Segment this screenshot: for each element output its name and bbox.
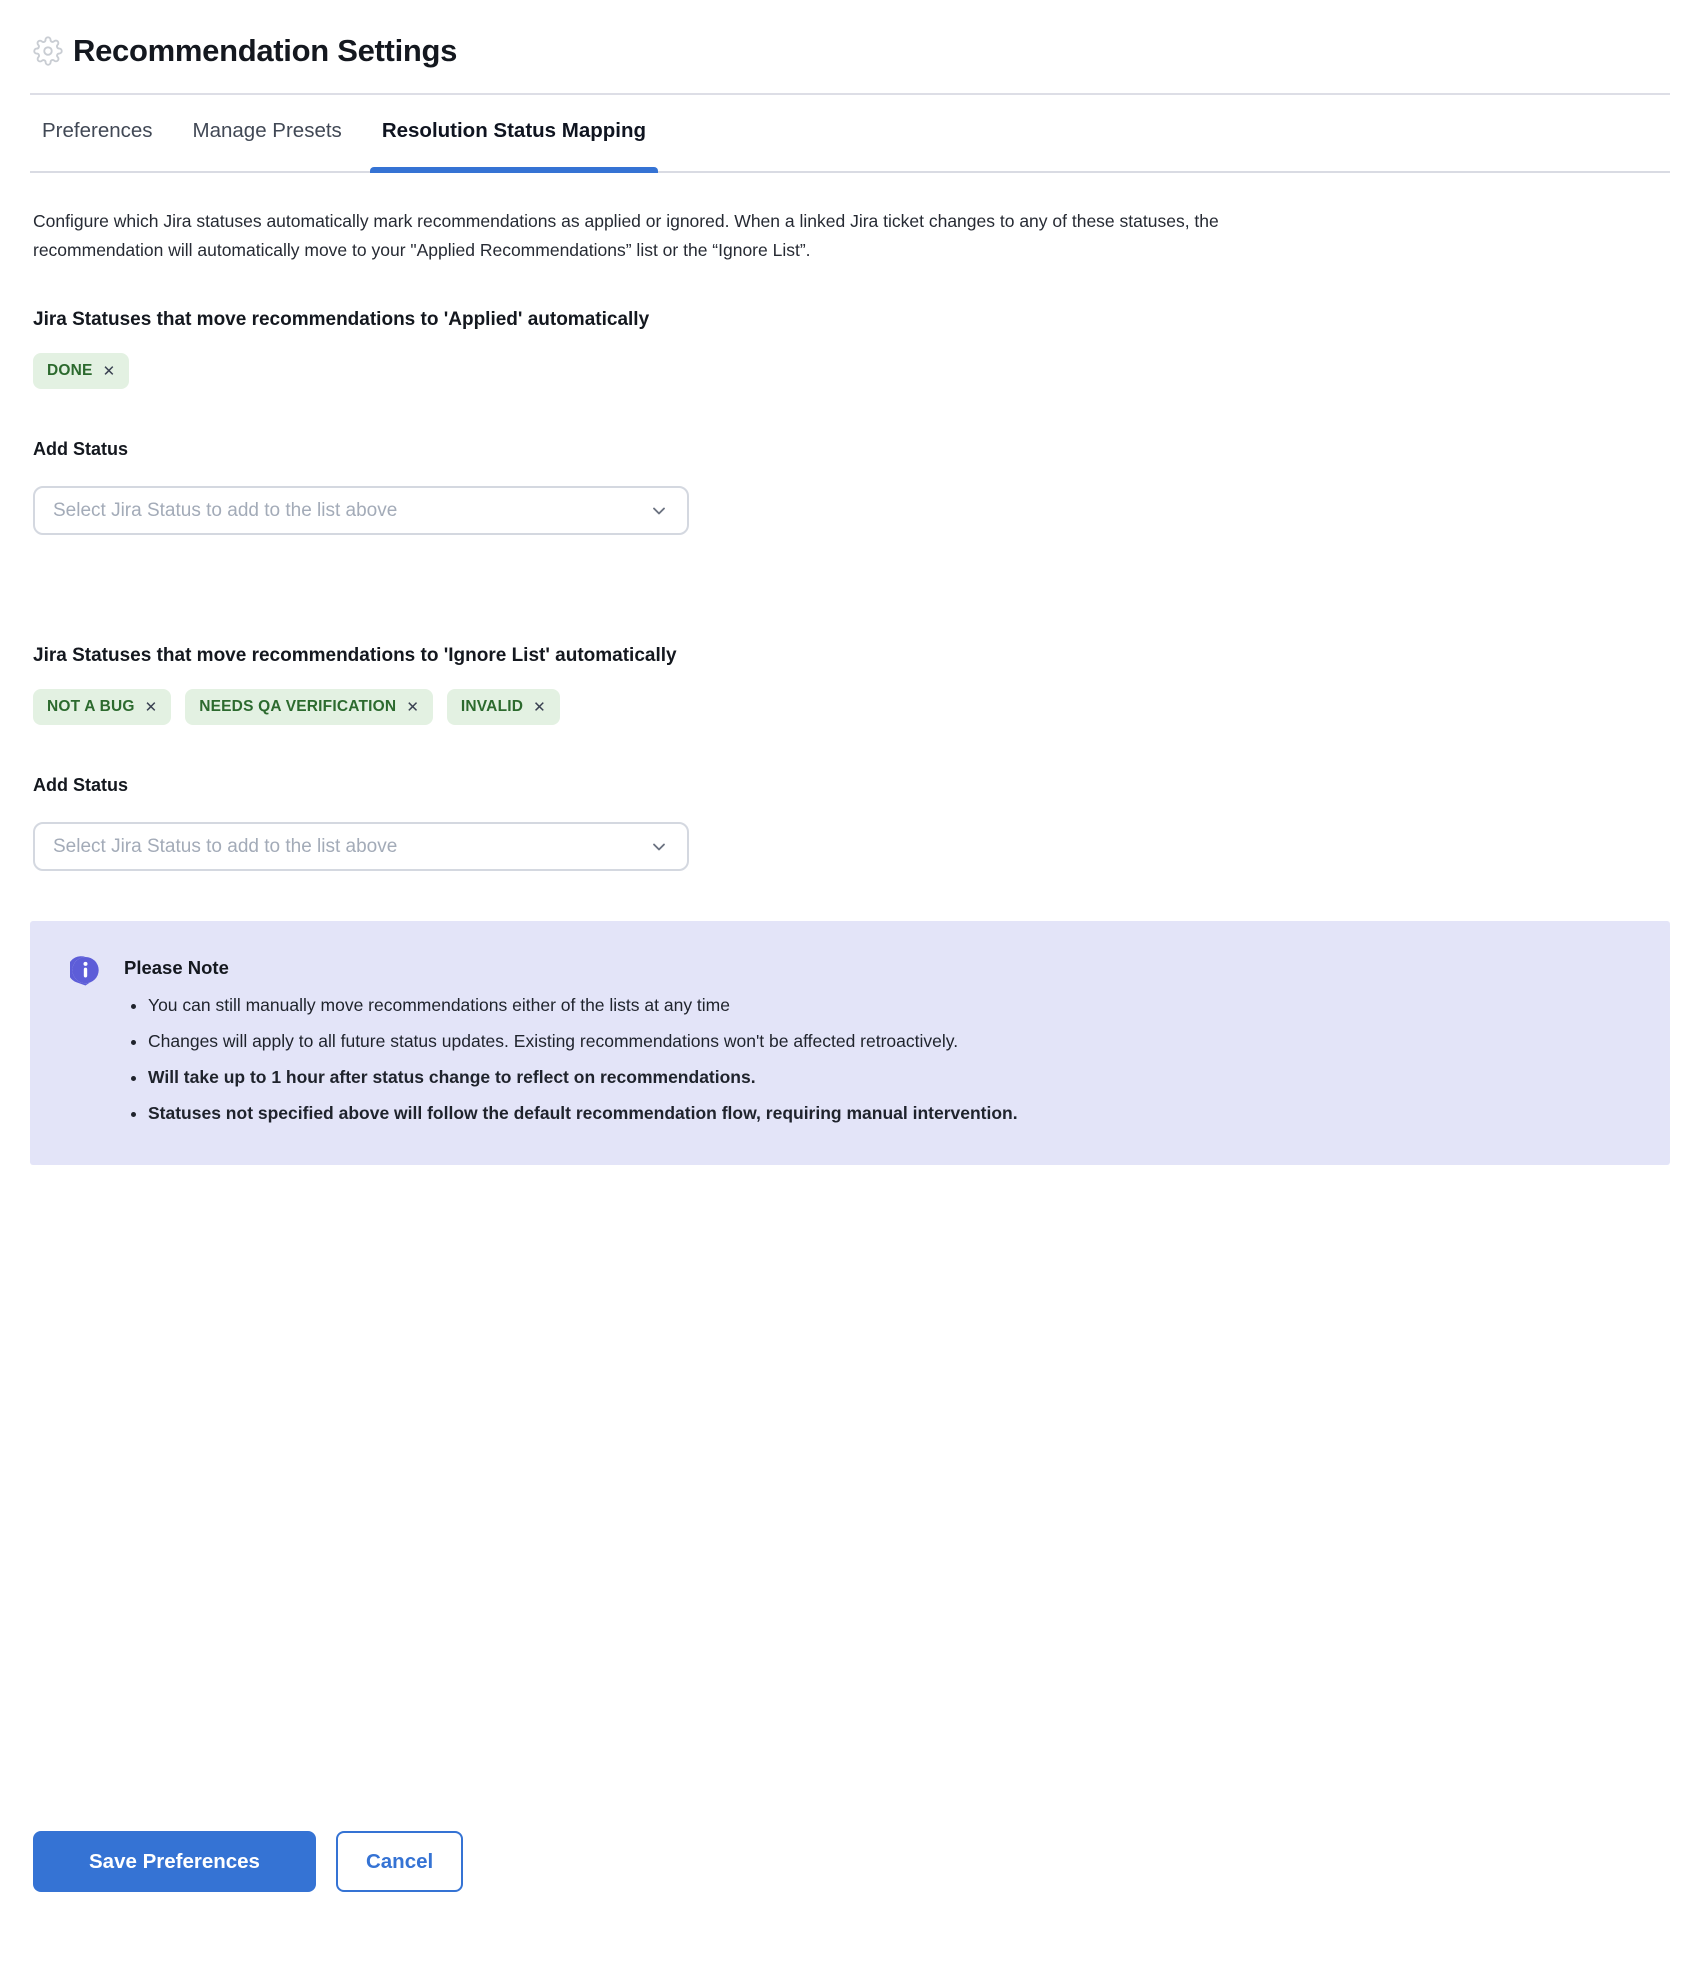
applied-statuses-section bbox=[30, 309, 1670, 535]
status-tag-not-a-bug bbox=[33, 689, 171, 725]
add-status-label: Add Status bbox=[33, 439, 129, 459]
section-spacer bbox=[30, 535, 1670, 601]
note-bullet: • Will take up to 1 hour after status change to reflect on recommendations. bbox=[148, 1063, 1018, 1091]
remove-tag-icon[interactable]: ✕ bbox=[406, 698, 419, 716]
ignore-tag-row bbox=[33, 689, 1670, 725]
info-icon bbox=[70, 955, 101, 986]
gear-icon bbox=[33, 36, 63, 66]
note-bullet: • Changes will apply to all future status updates. Existing recommendations won't be affected retroactively. bbox=[148, 1027, 1018, 1055]
tab-bar bbox=[30, 95, 1670, 173]
status-tag-label: NOT A BUG bbox=[47, 698, 135, 715]
description-text: Configure which Jira statuses automatically mark recommendations as applied or ignored. When a linked Jira ticket changes to any of these statuses, the recommendation will automatically move to your "Applied Recommendations” list or the “Ignore List”. bbox=[33, 211, 1219, 260]
footer-actions bbox=[33, 1831, 1670, 1934]
status-tag-label: DONE bbox=[47, 362, 93, 379]
note-bullet-list bbox=[124, 991, 1018, 1127]
applied-status-select[interactable] bbox=[33, 486, 689, 535]
tab-resolution-status-mapping[interactable]: Resolution Status Mapping bbox=[370, 119, 658, 171]
note-content bbox=[124, 957, 1018, 1135]
chevron-down-icon bbox=[649, 837, 669, 857]
remove-tag-icon[interactable]: ✕ bbox=[144, 698, 158, 716]
note-bullet: • Statuses not specified above will follow the default recommendation flow, requiring manual intervention. bbox=[148, 1099, 1018, 1127]
save-preferences-button[interactable]: Save Preferences bbox=[33, 1831, 316, 1892]
status-tag-label: NEEDS QA VERIFICATION bbox=[199, 698, 397, 715]
page-header bbox=[33, 0, 1670, 69]
chevron-down-icon bbox=[649, 501, 669, 521]
remove-tag-icon[interactable]: ✕ bbox=[102, 362, 116, 380]
status-tag-label: INVALID bbox=[460, 698, 524, 715]
note-bullet: • You can still manually move recommendations either of the lists at any time bbox=[148, 991, 1018, 1019]
remove-tag-icon[interactable]: ✕ bbox=[533, 698, 546, 716]
applied-tag-row bbox=[33, 353, 1670, 389]
select-placeholder: Select Jira Status to add to the list above bbox=[53, 499, 398, 521]
cancel-button[interactable]: Cancel bbox=[336, 1831, 463, 1892]
note-title: Please Note bbox=[124, 957, 229, 978]
tab-preferences[interactable]: Preferences bbox=[42, 119, 153, 142]
page-title: Recommendation Settings bbox=[73, 33, 458, 68]
ignore-section-heading: Jira Statuses that move recommendations to 'Ignore List' automatically bbox=[33, 645, 677, 666]
tab-manage-presets[interactable]: Manage Presets bbox=[192, 119, 342, 142]
status-tag-done bbox=[33, 353, 129, 389]
select-placeholder: Select Jira Status to add to the list above bbox=[53, 835, 398, 857]
add-status-label: Add Status bbox=[33, 775, 129, 795]
please-note-box bbox=[30, 921, 1670, 1165]
ignore-status-select[interactable] bbox=[33, 822, 689, 871]
ignore-statuses-section bbox=[30, 645, 1670, 871]
applied-section-heading: Jira Statuses that move recommendations to 'Applied' automatically bbox=[33, 309, 650, 330]
status-tag-invalid bbox=[447, 689, 560, 725]
status-tag-needs-qa-verification bbox=[185, 689, 433, 725]
